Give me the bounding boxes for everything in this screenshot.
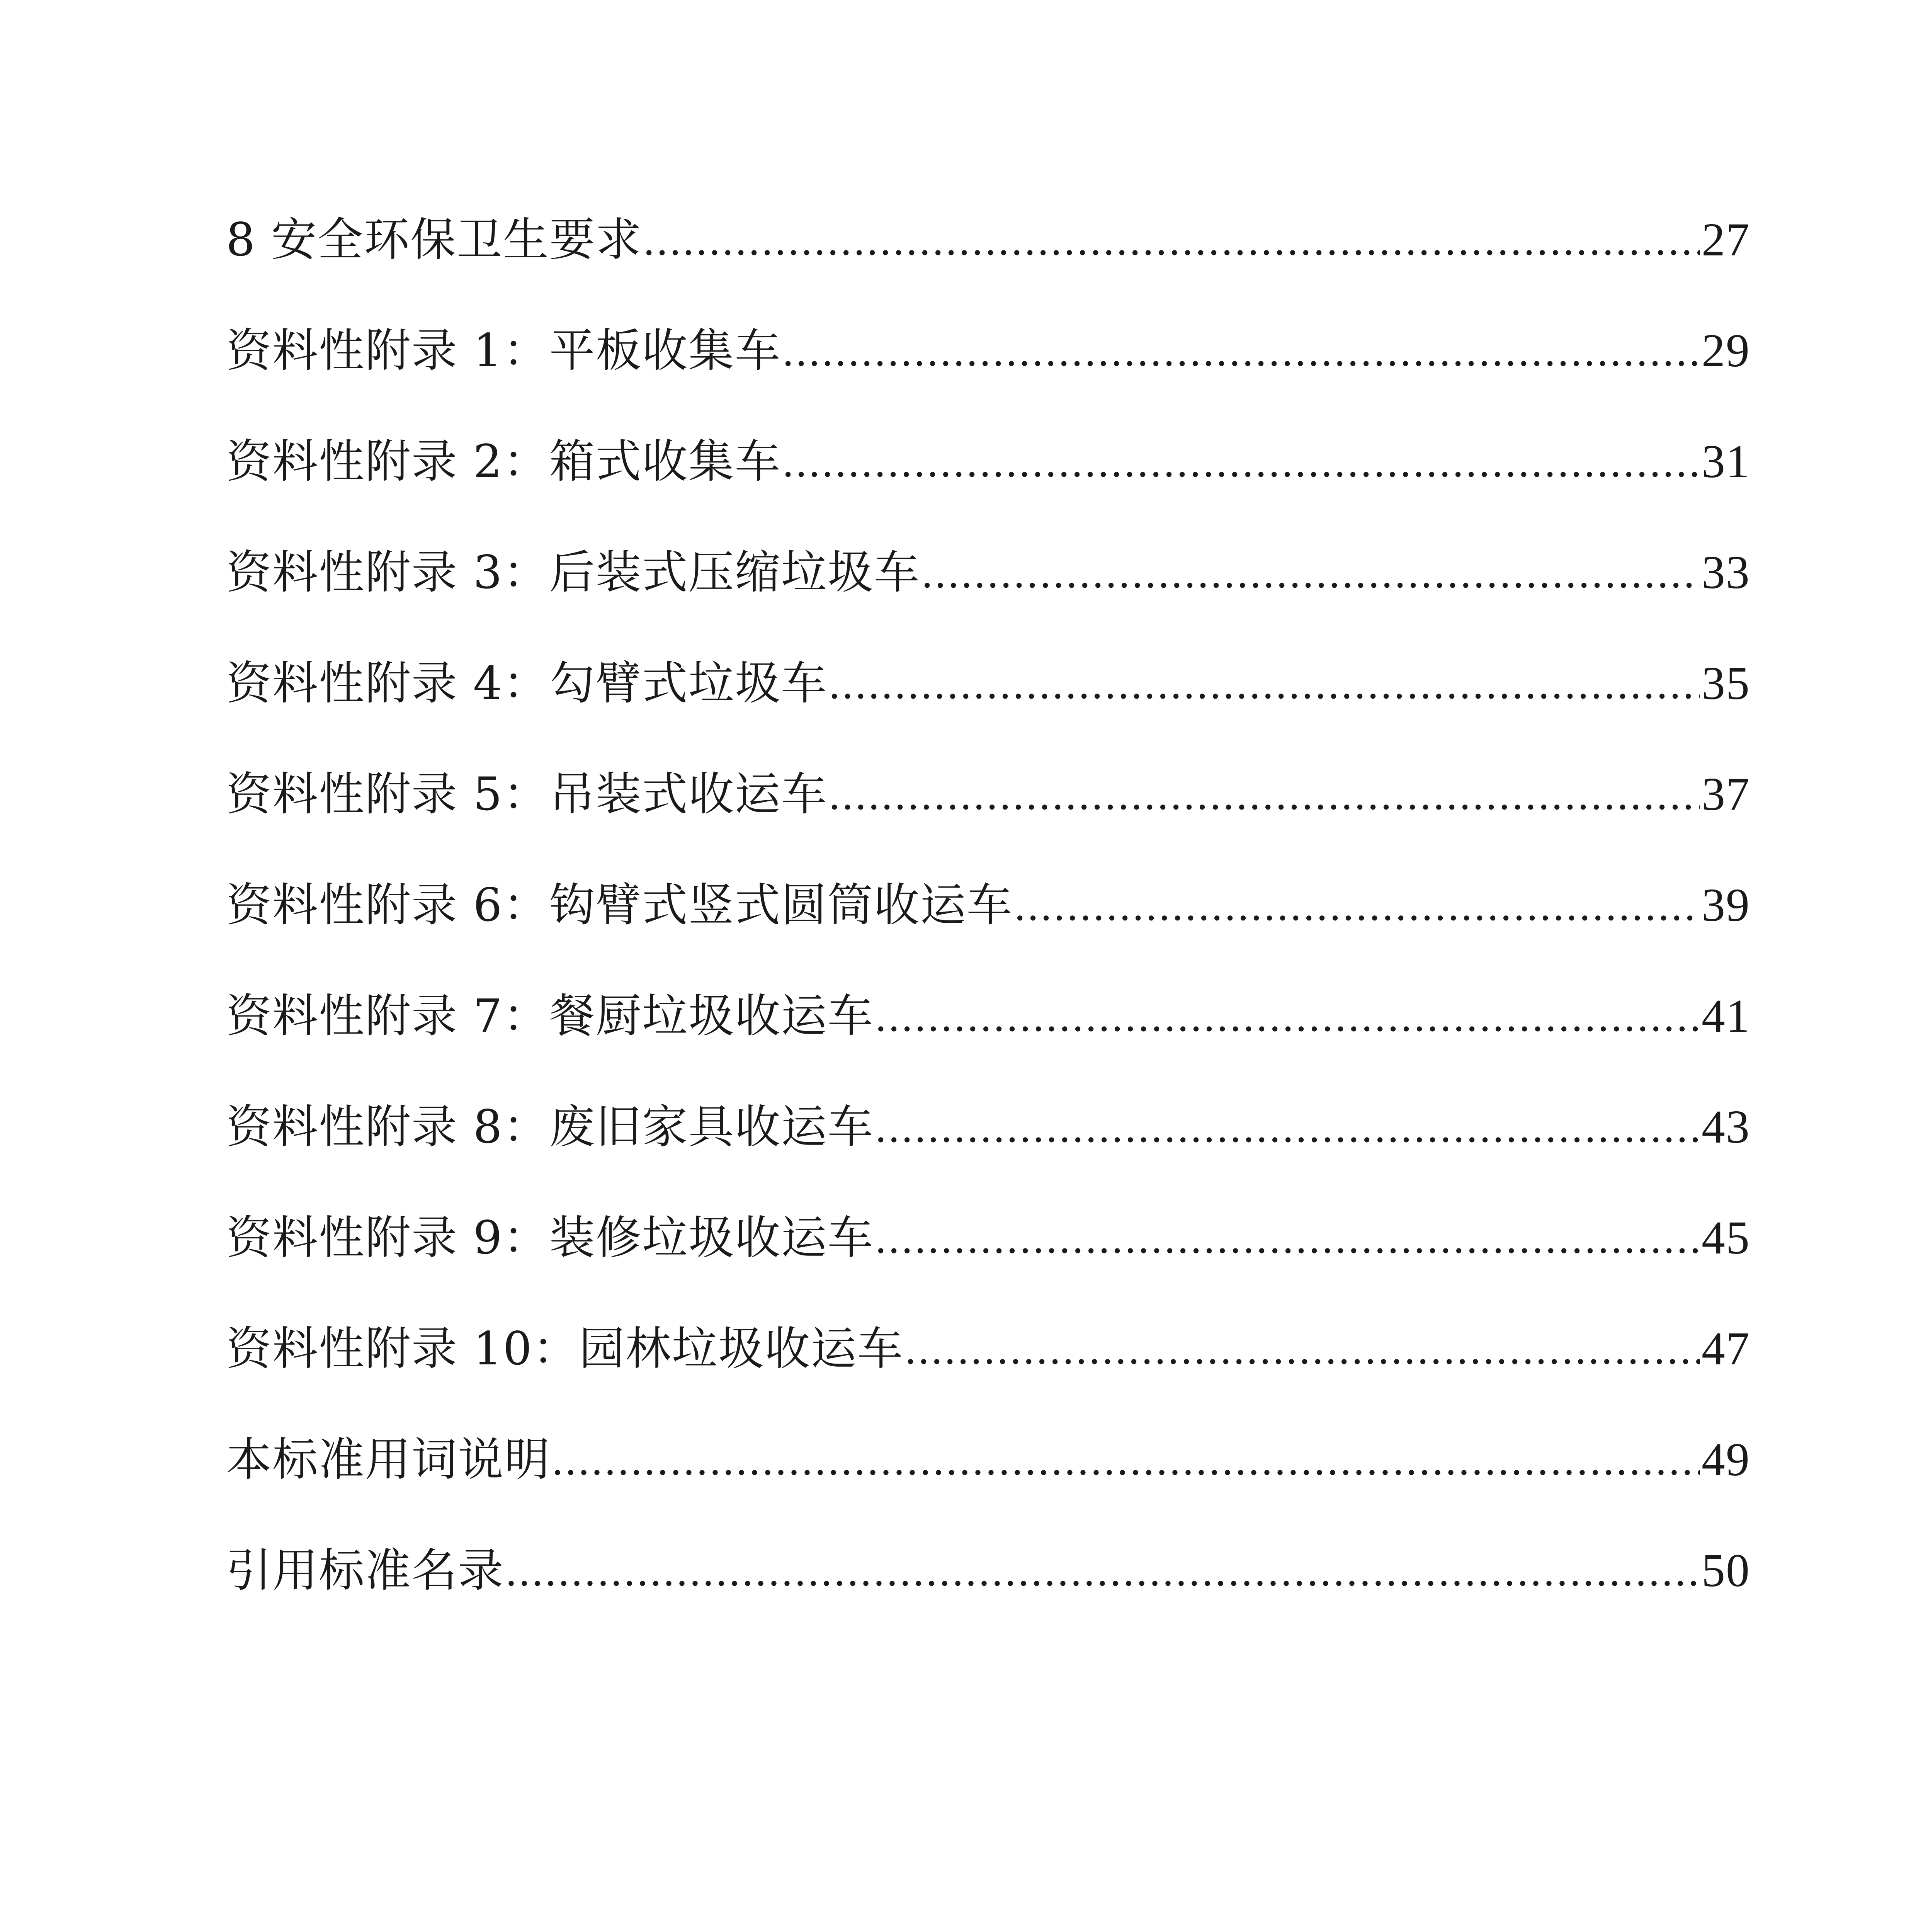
toc-entry-safety[interactable] <box>226 211 1750 321</box>
toc-entry-title: 资料性附录 10：园林垃圾收运车 <box>226 1322 904 1375</box>
toc-entry-appendix-7[interactable] <box>226 987 1750 1098</box>
toc-entry-appendix-1[interactable] <box>226 321 1750 432</box>
toc-entry-title: 资料性附录 2：箱式收集车 <box>226 435 781 488</box>
toc-entry-page: 50 <box>1702 1544 1750 1597</box>
toc-entry-title: 引用标准名录 <box>226 1544 505 1597</box>
toc-dot-leader <box>829 764 1700 824</box>
toc-entry-title: 资料性附录 3：后装式压缩垃圾车 <box>226 546 920 599</box>
toc-entry-appendix-4[interactable] <box>226 654 1750 765</box>
toc-dot-leader <box>506 1541 1700 1600</box>
toc-dot-leader <box>922 543 1700 602</box>
toc-dot-leader <box>552 1430 1700 1489</box>
toc-dot-leader <box>876 1097 1700 1156</box>
toc-entry-title: 资料性附录 9：装修垃圾收运车 <box>226 1211 874 1264</box>
toc-entry-appendix-10[interactable] <box>226 1320 1750 1430</box>
toc-dot-leader <box>876 986 1700 1046</box>
toc-dot-leader <box>783 321 1700 380</box>
toc-entry-title: 资料性附录 4：勾臂式垃圾车 <box>226 656 828 710</box>
toc-entry-page: 45 <box>1702 1212 1750 1264</box>
toc-entry-page: 43 <box>1702 1101 1750 1153</box>
toc-dot-leader <box>905 1319 1700 1378</box>
toc-entry-title: 本标准用词说明 <box>226 1433 551 1486</box>
toc-entry-title: 8 安全环保卫生要求 <box>226 213 642 266</box>
toc-entry-wording-explanation[interactable] <box>226 1430 1750 1541</box>
toc-entry-page: 35 <box>1702 657 1750 709</box>
toc-entry-page: 41 <box>1702 990 1750 1042</box>
toc-entry-page: 27 <box>1702 214 1750 266</box>
toc-entry-page: 49 <box>1702 1434 1750 1486</box>
table-of-contents <box>226 211 1750 1652</box>
toc-dot-leader <box>876 1208 1700 1267</box>
toc-entry-title: 资料性附录 5：吊装式收运车 <box>226 767 828 821</box>
toc-entry-page: 33 <box>1702 546 1750 599</box>
toc-entry-appendix-2[interactable] <box>226 432 1750 543</box>
toc-dot-leader <box>644 210 1700 269</box>
toc-entry-page: 31 <box>1702 435 1750 488</box>
toc-entry-title: 资料性附录 6：钩臂式竖式圆筒收运车 <box>226 878 1013 932</box>
toc-entry-page: 39 <box>1702 879 1750 931</box>
toc-entry-appendix-9[interactable] <box>226 1209 1750 1320</box>
toc-entry-appendix-8[interactable] <box>226 1098 1750 1209</box>
toc-entry-title: 资料性附录 7：餐厨垃圾收运车 <box>226 989 874 1043</box>
toc-entry-page: 47 <box>1702 1323 1750 1375</box>
toc-dot-leader <box>1015 875 1700 935</box>
toc-entry-title: 资料性附录 1：平板收集车 <box>226 324 781 377</box>
toc-dot-leader <box>783 432 1700 491</box>
toc-entry-title: 资料性附录 8：废旧家具收运车 <box>226 1100 874 1153</box>
toc-dot-leader <box>829 653 1700 713</box>
toc-entry-appendix-3[interactable] <box>226 543 1750 654</box>
toc-entry-appendix-5[interactable] <box>226 765 1750 876</box>
toc-entry-page: 37 <box>1702 768 1750 820</box>
toc-entry-cited-standards[interactable] <box>226 1541 1750 1652</box>
toc-entry-appendix-6[interactable] <box>226 876 1750 987</box>
toc-entry-page: 29 <box>1702 325 1750 377</box>
